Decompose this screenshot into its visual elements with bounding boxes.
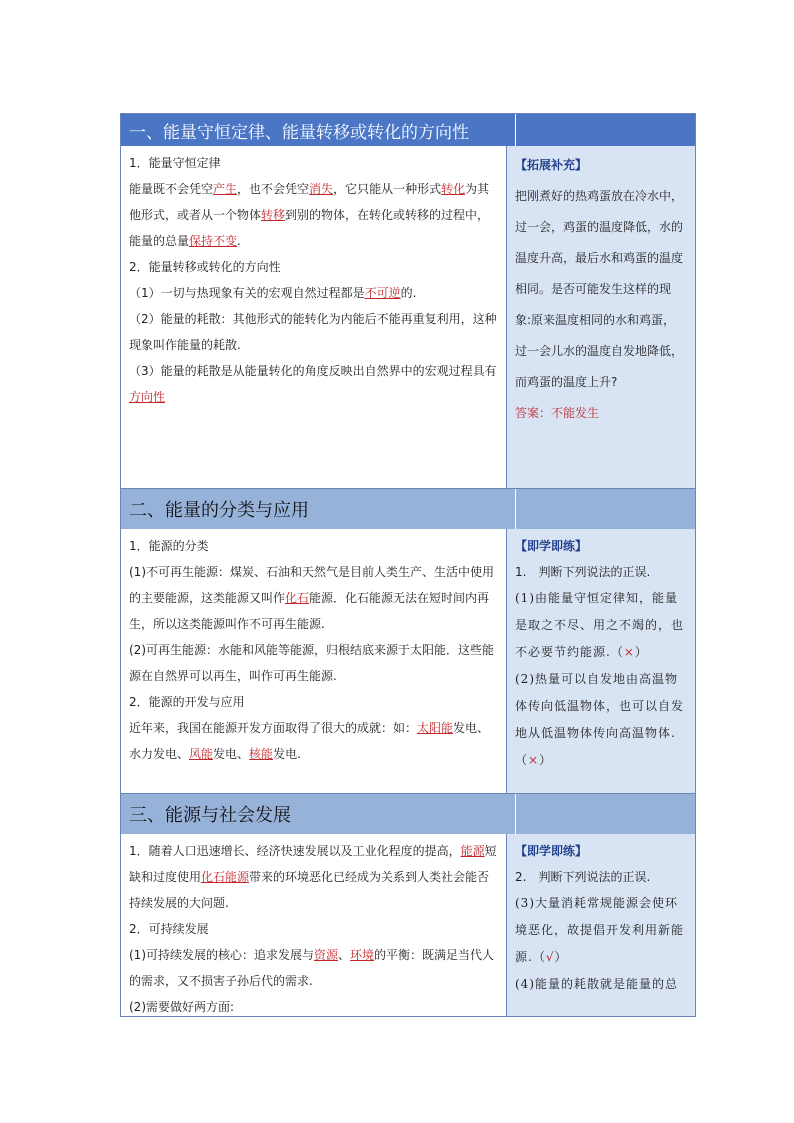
- paragraph: 能量既不会凭空产生，也不会凭空消失，它只能从一种形式转化为其他形式，或者从一个物体转移到别的物体，在转化或转移的过程中，能量的总量保持不变.: [129, 182, 490, 248]
- blank-answer: 不可逆: [364, 286, 401, 300]
- side-tag: 【即学即练】: [515, 539, 588, 553]
- knowledge-table: [120, 113, 696, 1017]
- paragraph: 1．随着人口迅速增长、经济快速发展以及工业化程度的提高，能源短缺和过度使用化石能源带来的环境恶化已经成为关系到人类社会能否持续发展的大问题.: [129, 844, 497, 910]
- side-question: 1. 判断下列说法的正误.: [515, 565, 651, 579]
- side-statement: (4)能量的耗散就是能量的总: [515, 977, 678, 991]
- section-title: 一、能量守恒定律、能量转移或转化的方向性: [121, 114, 516, 146]
- subheading: 2．能量转移或转化的方向性: [129, 260, 281, 274]
- section-energy-classification: [120, 488, 696, 793]
- blank-answer: 方向性: [129, 390, 166, 404]
- check-mark-icon: √: [545, 950, 555, 964]
- section-header: [121, 794, 695, 834]
- blank-answer: 转移: [261, 208, 286, 222]
- subheading: 2．可持续发展: [129, 922, 209, 936]
- side-note: [507, 529, 695, 793]
- blank-answer: 环境: [350, 948, 375, 962]
- section-energy-society: [120, 793, 696, 1017]
- paragraph: (1)可持续发展的核心：追求发展与资源、环境的平衡：既满足当代人的需求，又不损害子孙后代的需求.: [129, 948, 495, 988]
- side-note: [507, 834, 695, 1016]
- list-item: （2）能量的耗散：其他形式的能转化为内能后不能再重复利用，这种现象叫作能量的耗散.: [129, 312, 497, 352]
- blank-answer: 核能: [249, 747, 274, 761]
- subheading: 1．能量守恒定律: [129, 156, 221, 170]
- blank-answer: 化石能源: [201, 870, 250, 884]
- blank-answer: 化石: [285, 591, 310, 605]
- side-statement: (1)由能量守恒定律知，能量是取之不尽、用之不竭的，也不必要节约能源.（×）: [515, 591, 685, 659]
- paragraph: (2)可再生能源：水能和风能等能源，归根结底来源于太阳能．这些能源在自然界可以再生，叫作可再生能源.: [129, 643, 495, 683]
- blank-answer: 资源: [314, 948, 339, 962]
- section-title: 三、能源与社会发展: [121, 794, 516, 834]
- blank-answer: 能源: [460, 844, 485, 858]
- blank-answer: 太阳能: [417, 721, 454, 735]
- section-content: [121, 529, 507, 793]
- subheading: 2．能源的开发与应用: [129, 695, 245, 709]
- blank-answer: 转化: [441, 182, 466, 196]
- side-statement: (3)大量消耗常规能源会使环境恶化，故提倡开发利用新能源.（√）: [515, 896, 685, 964]
- side-tag: 【即学即练】: [515, 844, 588, 858]
- side-text: 把刚煮好的热鸡蛋放在冷水中，过一会，鸡蛋的温度降低，水的温度升高，最后水和鸡蛋的温度相同。是否可能发生这样的现象:原来温度相同的水和鸡蛋，过一会儿水的温度自发地降低，而鸡蛋的温度上升?: [515, 189, 684, 389]
- paragraph: 近年来，我国在能源开发方面取得了很大的成就：如：太阳能发电、水力发电、风能发电、核能发电.: [129, 721, 490, 761]
- side-tag: 【拓展补充】: [515, 158, 588, 172]
- side-answer: 答案：不能发生: [515, 406, 600, 420]
- section-content: [121, 146, 507, 488]
- paragraph: (2)需要做好两方面:: [129, 1000, 235, 1014]
- side-note: [507, 146, 695, 488]
- list-item: （1）一切与热现象有关的宏观自然过程都是不可逆的.: [129, 286, 417, 300]
- cross-mark-icon: ×: [623, 645, 635, 659]
- section-header: [121, 114, 695, 146]
- blank-answer: 消失: [309, 182, 334, 196]
- section-energy-conservation: [120, 113, 696, 488]
- section-content: [121, 834, 507, 1016]
- blank-answer: 保持不变: [189, 234, 238, 248]
- list-item: （3）能量的耗散是从能量转化的角度反映出自然界中的宏观过程具有方向性: [129, 364, 497, 404]
- cross-mark-icon: ×: [528, 753, 540, 767]
- subheading: 1．能源的分类: [129, 539, 209, 553]
- side-question: 2. 判断下列说法的正误.: [515, 870, 651, 884]
- side-statement: (2)热量可以自发地由高温物体传向低温物体，也可以自发地从低温物体传向高温物体.（×）: [515, 672, 685, 767]
- paragraph: (1)不可再生能源：煤炭、石油和天然气是目前人类生产、生活中使用的主要能源，这类能源又叫作化石能源．化石能源无法在短时间内再生，所以这类能源叫作不可再生能源.: [129, 565, 495, 631]
- blank-answer: 产生: [213, 182, 238, 196]
- section-title: 二、能量的分类与应用: [121, 489, 516, 529]
- section-header: [121, 489, 695, 529]
- blank-answer: 风能: [189, 747, 214, 761]
